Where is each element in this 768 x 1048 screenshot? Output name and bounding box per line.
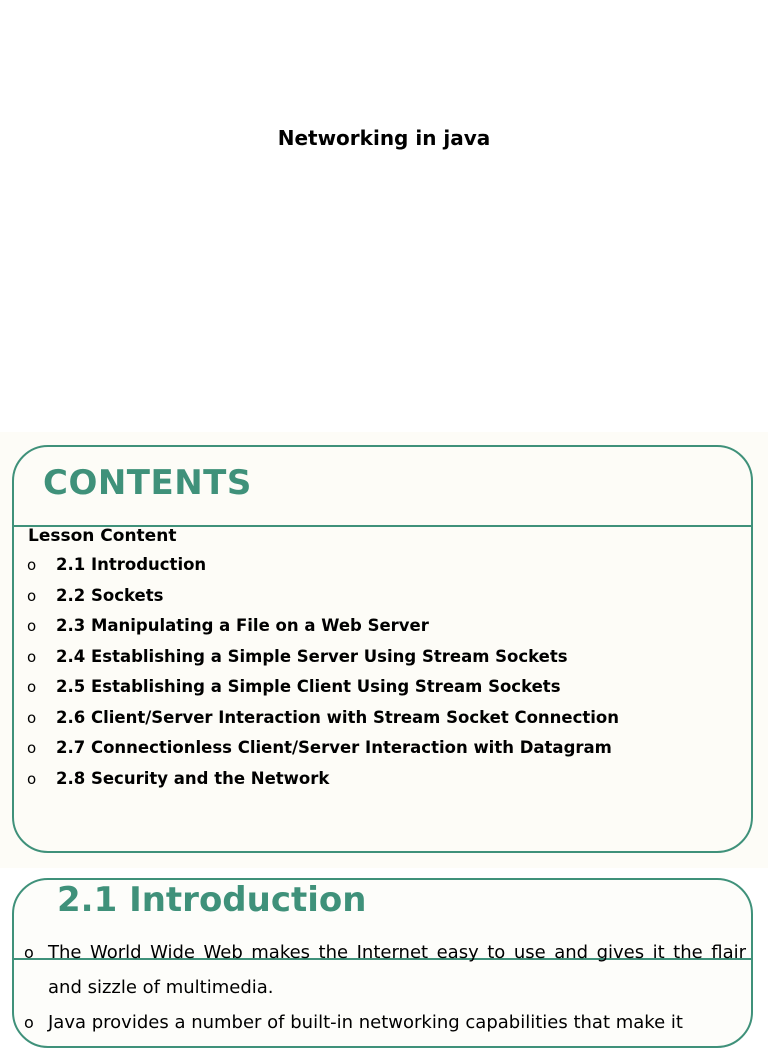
introduction-slide <box>12 878 753 1048</box>
toc-item-label: 2.6 Client/Server Interaction with Stream Socket Connection <box>56 707 620 727</box>
lesson-content-label: Lesson Content <box>28 526 177 546</box>
toc-item-label: 2.5 Establishing a Simple Client Using Stream Sockets <box>56 677 561 696</box>
page-title: Networking in java <box>277 126 491 150</box>
toc-item-label: 2.3 Manipulating a File on a Web Server <box>56 616 429 635</box>
introduction-bullets <box>14 935 751 1040</box>
list-item <box>14 1005 751 1040</box>
bullet-icon: o <box>27 647 37 666</box>
bullet-icon: o <box>27 769 37 788</box>
toc-item-label: 2.4 Establishing a Simple Server Using Stream Sockets <box>56 646 568 666</box>
paragraph-text: The World Wide Web makes the Internet easy to use and gives it the flair and sizzle of multimedia. <box>48 942 746 998</box>
introduction-heading: 2.1 Introduction <box>57 880 367 920</box>
bullet-icon: o <box>27 739 37 757</box>
toc-item-label: 2.8 Security and the Network <box>56 768 330 788</box>
bullet-icon: o <box>24 943 34 962</box>
bullet-icon: o <box>27 678 37 696</box>
list-item <box>14 935 751 1005</box>
bullet-icon: o <box>24 1013 34 1032</box>
bullet-icon: o <box>27 708 37 727</box>
contents-slide <box>12 445 753 853</box>
bullet-icon: o <box>27 556 37 574</box>
toc-item-label: 2.7 Connectionless Client/Server Interaction with Datagram <box>56 738 612 757</box>
toc-item-label: 2.1 Introduction <box>56 555 207 574</box>
toc-item-label: 2.2 Sockets <box>56 585 164 605</box>
contents-heading: CONTENTS <box>43 463 252 503</box>
bullet-icon: o <box>27 617 37 635</box>
bullet-icon: o <box>27 586 37 605</box>
paragraph-text: Java provides a number of built-in networking capabilities that make it <box>48 1012 683 1033</box>
